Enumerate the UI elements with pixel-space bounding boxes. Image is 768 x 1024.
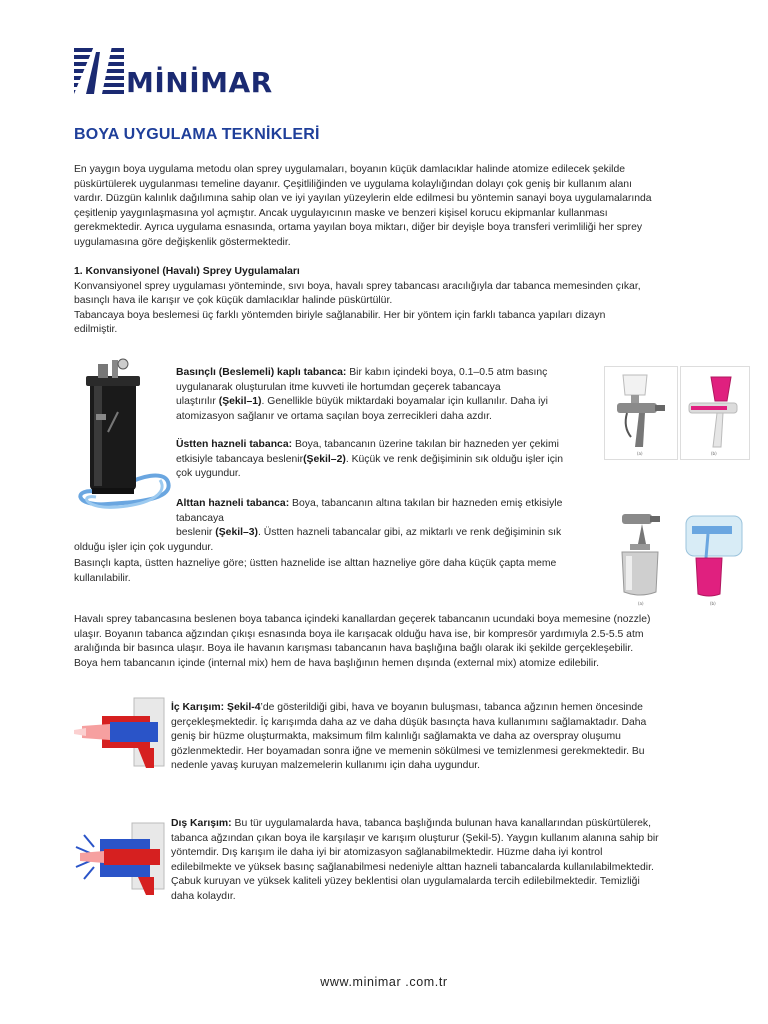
text-line: çok uygundur. — [176, 468, 241, 480]
text-line: ulaşır. Boyanın tabanca ağzından çıkışı esnasında boya ile karışacak olduğu hava ise, bir kompresör yardımıyla 2.5-5.5 atm — [74, 628, 644, 640]
caption-b: (b) — [710, 601, 716, 606]
pressure-pot-image — [68, 352, 178, 512]
figure-ref: Şekil-4 — [227, 702, 261, 713]
text-line: Boya hem tabancanın içinde (internal mix) hem de hava başlığının hemen dışında (external mix) atomize edilebilir. — [74, 657, 600, 669]
section-line: edilmiştir. — [74, 324, 118, 336]
text-line: nedenle yavaş kuruyan malzemelerin kullanımı için daha uygundur. — [171, 760, 481, 772]
text-span: Bu tür uygulamalarda hava, tabanca başlığında bulunan hava kanallarından püskürtülerek, — [231, 818, 652, 829]
suction-feed-paragraph — [74, 497, 606, 555]
text-line: Havalı sprey tabancasına beslenen boya tabanca içindeki kanallardan geçerek tabancanın ucundaki boya memesine (nozzle) — [74, 614, 651, 625]
section-line: Konvansiyonel sprey uygulaması yönteminde, sıvı boya, havalı sprey tabancası aracılığıyla dar tabanca memesinden çıkar, — [74, 280, 641, 292]
gravity-gun-diagram-b — [680, 366, 750, 460]
internal-mix-label: İç Karışım: — [171, 702, 225, 713]
text-line: aralığında bir basınca ulaşır. Boya ile havanın karışması tabancanın hava başlığına bağlı olarak iki şekilde gerçekleşebilir. — [74, 643, 634, 655]
page-title: BOYA UYGULAMA TEKNİKLERİ — [74, 126, 320, 143]
intro-paragraph — [74, 163, 724, 251]
figure-ref: (Şekil–3) — [215, 527, 259, 539]
text-line: olduğu işler için çok uygundur. — [74, 541, 214, 553]
caption-a: (a) — [637, 451, 643, 456]
text-span: . Genellikle büyük miktardaki boyamalar için kullanılır. Daha iyi — [261, 396, 548, 408]
text-line: yöntemdir. Dış karışım ile daha iyi bir atomizasyon sağlanabilmektedir. Hüzme daha iyi kontrol — [171, 847, 603, 859]
text-line: kullanılabilir. — [74, 572, 131, 584]
footer-url[interactable]: www.minimar .com.tr — [320, 975, 448, 989]
minimar-logo-icon — [72, 42, 126, 98]
intro-line: çeşitlenip yaygınlaşmasına yol açmıştır. Ancak uygulayıcının maske ve benzeri kişisel korucu ekipmanlar kullanması — [74, 207, 608, 219]
text-line: uygulanarak oluşturulan itme kuvveti ile hortumdan geçerek tabancaya — [176, 381, 501, 393]
suction-feed-label: Alttan hazneli tabanca: — [176, 498, 290, 509]
text-line: Basınçlı kapta, üstten hazneliye göre; üstten haznelide ise alttan hazneliye göre daha küçük çapta meme — [74, 558, 557, 569]
suction-gun-diagram-b — [678, 508, 750, 608]
intro-line: uygulamasına göre değişkenlik göstermektedir. — [74, 236, 291, 248]
gravity-feed-label: Üstten hazneli tabanca: — [176, 439, 293, 450]
text-span: Boya, tabancanın üzerine takılan bir hazneden yer çekimi — [292, 439, 559, 450]
brand-name: MİNİMAR — [126, 66, 273, 99]
text-line: geniş bir hüzme oluşturmakta, maksimum film kalınlığı sağlamakta ve daha az overspray oluşumu — [171, 731, 621, 743]
figure-ref: (Şekil–2) — [303, 453, 346, 465]
section-line: basınçlı hava ile karışır ve çok küçük damlacıklar halinde püskürtülür. — [74, 295, 393, 307]
suction-gun-photo-a — [608, 508, 674, 608]
pressure-fed-paragraph — [176, 366, 606, 424]
external-mix-diagram — [74, 817, 170, 897]
text-span: etkisiyle tabancaya beslenir — [176, 453, 304, 465]
caption-b: (b) — [711, 451, 717, 456]
text-span: ’de gösterildiği gibi, hava ve boyanın buluşması, tabanca ağzının hemen öncesinde — [260, 702, 643, 713]
gravity-gun-photo-a — [604, 366, 678, 460]
section-conventional — [74, 265, 724, 338]
text-line: edilebilmekte ve yüksek basınç sağlanabilmesi nedeniyle alttan hazneli tabancalarda kullanılabilmektedir. — [171, 861, 654, 873]
intro-line: gerekmektedir. Ayrıca uygulama esnasında, ortama yayılan boya miktarı, diğer bir deyişle boya transferi verimliliği her sprey — [74, 222, 643, 234]
text-line: daha kolaydır. — [171, 890, 236, 902]
section-heading: 1. Konvansiyonel (Havalı) Sprey Uygulamaları — [74, 266, 300, 277]
pressure-fed-label: Basınçlı (Beslemeli) kaplı tabanca: — [176, 367, 347, 378]
gravity-feed-paragraph — [176, 438, 606, 482]
external-mix-label: Dış Karışım: — [171, 818, 232, 829]
text-line: Çabuk kuruyan ve yüksek kaliteli yüzey beklentisi olan uygulamalarda tercih edilebilmektedir. Temizliği — [171, 876, 640, 888]
text-span: Bir kabın içindeki boya, 0.1–0.5 atm basınç — [346, 367, 548, 378]
internal-mix-diagram — [74, 692, 170, 772]
internal-mix-paragraph — [171, 701, 731, 774]
comparison-paragraph — [74, 557, 614, 586]
intro-line: püskürtülerek uygulanması temeline dayanır. Çeşitliliğinden ve uygulama kolaylığından dolayı çok geniş bir kullanım alanı — [74, 178, 632, 190]
intro-line: vardır. Düzgün kalınlık dağılımına sahip olan ve iyi yayılan yüzeylerin elde edilmesi bu yöntemin sanayi boya uygulamalarında — [74, 193, 652, 205]
external-mix-paragraph — [171, 817, 731, 905]
nozzle-paragraph — [74, 613, 734, 671]
text-line: tabanca ağzından çıkan boya ile karşılaşır ve karışım oluşturur (Şekil-5). Yaygın kullanım alanına sahip bir — [171, 832, 659, 844]
text-line: gözlenmektedir. Her boyamadan sonra iğne ve memenin sökülmesi ve temizlenmesi gerekmektedir. Bu — [171, 745, 645, 757]
text-span: . Küçük ve renk değişiminin sık olduğu işler için — [345, 453, 563, 465]
caption-a: (a) — [638, 601, 644, 606]
text-span: Boya, tabancanın altına takılan bir hazneden emiş etkisiyle tabancaya — [176, 498, 563, 524]
figure-ref: (Şekil–1) — [218, 396, 262, 408]
text-line: atomizasyon sağlanır ve ortama saçılan boya zerrecikleri daha azdır. — [176, 410, 492, 422]
text-line: gerçekleşmektedir. İç karışımda daha az ve daha düşük basınçta hava kullanımını sağlamaktadır. Daha — [171, 716, 647, 728]
text-span: ulaştırılır — [176, 396, 219, 408]
intro-line: En yaygın boya uygulama metodu olan sprey uygulamaları, boyanın küçük damlacıklar halinde atomize edilecek şekilde — [74, 164, 626, 175]
text-span: . Üstten hazneli tabancalar gibi, az miktarlı ve renk değişiminin sık — [258, 527, 562, 539]
text-span: beslenir — [176, 527, 216, 539]
section-line: Tabancaya boya beslemesi üç farklı yöntemden biriyle sağlanabilir. Her bir yöntem için farklı tabanca yapıları dizayn — [74, 309, 606, 321]
